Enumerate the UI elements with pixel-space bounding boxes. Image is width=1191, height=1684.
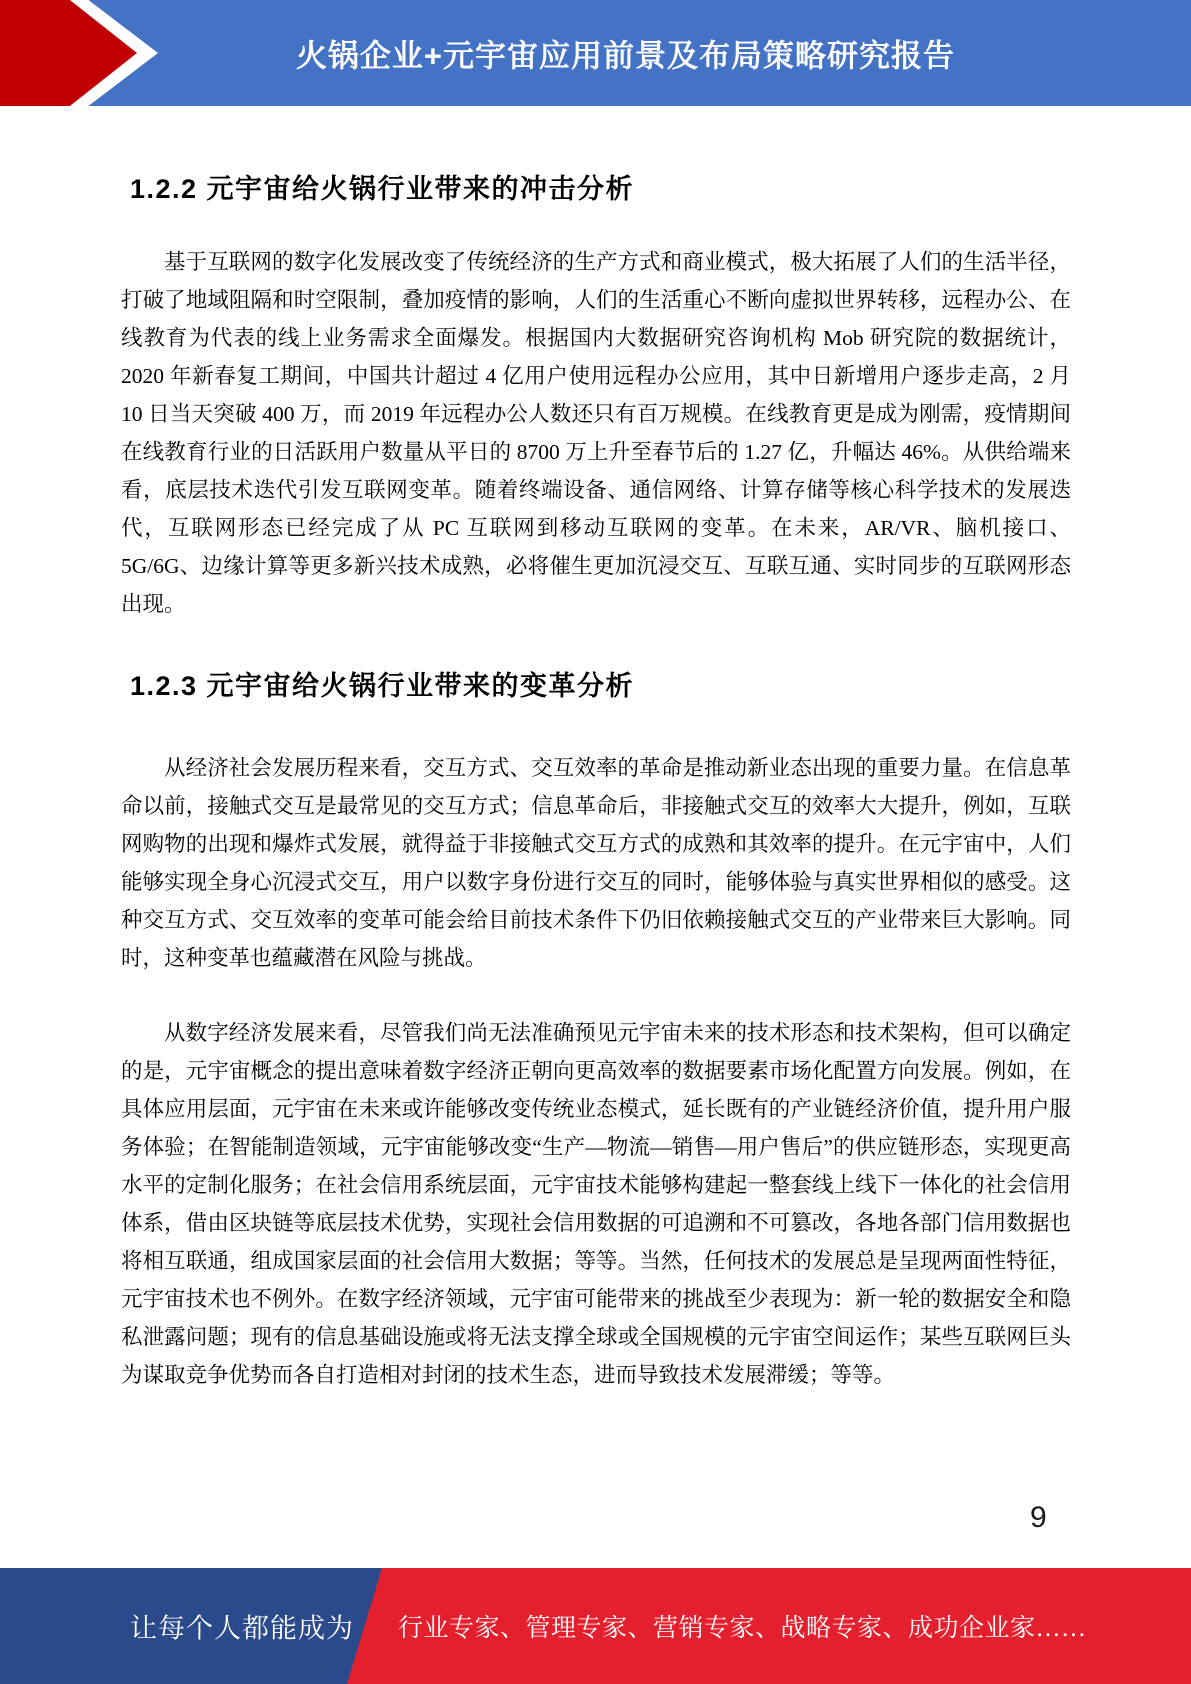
footer-banner — [0, 1568, 1191, 1684]
section-heading-1-2-3: 1.2.3 元宇宙给火锅行业带来的变革分析 — [130, 671, 635, 701]
page-number: 9 — [1030, 1501, 1047, 1534]
section-1-2-3-paragraph-1: 从经济社会发展历程来看，交互方式、交互效率的革命是推动新业态出现的重要力量。在信息革命以前，接触式交互是最常见的交互方式；信息革命后，非接触式交互的效率大大提升，例如，互联网购物的出现和爆炸式发展，就得益于非接触式交互方式的成熟和其效率的提升。在元宇宙中，人们能够实现全身心沉浸式交互，用户以数字身份进行交互的同时，能够体验与真实世界相似的感受。这种交互方式、交互效率的变革可能会给目前技术条件下仍旧依赖接触式交互的产业带来巨大影响。同时，这种变革也蕴藏潜在风险与挑战。 — [121, 756, 1071, 970]
section-1-2-2-paragraph: 基于互联网的数字化发展改变了传统经济的生产方式和商业模式，极大拓展了人们的生活半径，打破了地域阻隔和时空限制，叠加疫情的影响，人们的生活重心不断向虚拟世界转移，远程办公、在线教育为代表的线上业务需求全面爆发。根据国内大数据研究咨询机构 Mob 研究院的数据统计，2020 年新春复工期间，中国共计超过 4 亿用户使用远程办公应用，其中日新增用户逐步走高，2 月 10 日当天突破 400 万，而 2019 年远程办公人数还只有百万规模。在线教育更是成为刚需，疫情期间在线教育行业的日活跃用户数量从平日的 8700 万上升至春节后的 1.27 亿，升幅达 46%。从供给端来看，底层技术迭代引发互联网变革。随着终端设备、通信网络、计算存储等核心科学技术的发展迭代，互联网形态已经完成了从 PC 互联网到移动互联网的变革。在未来，AR/VR、脑机接口、5G/6G、边缘计算等更多新兴技术成熟，必将催生更加沉浸交互、互联互通、实时同步的互联网形态出现。 — [121, 250, 1071, 616]
section-1-2-3-paragraph-2: 从数字经济发展来看，尽管我们尚无法准确预见元宇宙未来的技术形态和技术架构，但可以确定的是，元宇宙概念的提出意味着数字经济正朝向更高效率的数据要素市场化配置方向发展。例如，在具体应用层面，元宇宙在未来或许能够改变传统业态模式，延长既有的产业链经济价值，提升用户服务体验；在智能制造领域，元宇宙能够改变“生产—物流—销售—用户售后”的供应链形态，实现更高水平的定制化服务；在社会信用系统层面，元宇宙技术能够构建起一整套线上线下一体化的社会信用体系，借由区块链等底层技术优势，实现社会信用数据的可追溯和不可篡改，各地各部门信用数据也将相互联通，组成国家层面的社会信用大数据；等等。当然，任何技术的发展总是呈现两面性特征，元宇宙技术也不例外。在数字经济领域，元宇宙可能带来的挑战至少表现为：新一轮的数据安全和隐私泄露问题；现有的信息基础设施或将无法支撑全球或全国规模的元宇宙空间运作；某些互联网巨头为谋取竞争优势而各自打造相对封闭的技术生态，进而导致技术发展滞缓；等等。 — [121, 1021, 1071, 1387]
footer-slogan-right: 行业专家、管理专家、营销专家、战略专家、成功企业家…… — [398, 1615, 1087, 1642]
header-banner — [0, 0, 1191, 106]
report-title: 火锅企业+元宇宙应用前景及布局策略研究报告 — [295, 38, 956, 74]
footer-slogan-left: 让每个人都能成为 — [130, 1613, 354, 1644]
section-heading-1-2-2: 1.2.2 元宇宙给火锅行业带来的冲击分析 — [130, 174, 635, 204]
